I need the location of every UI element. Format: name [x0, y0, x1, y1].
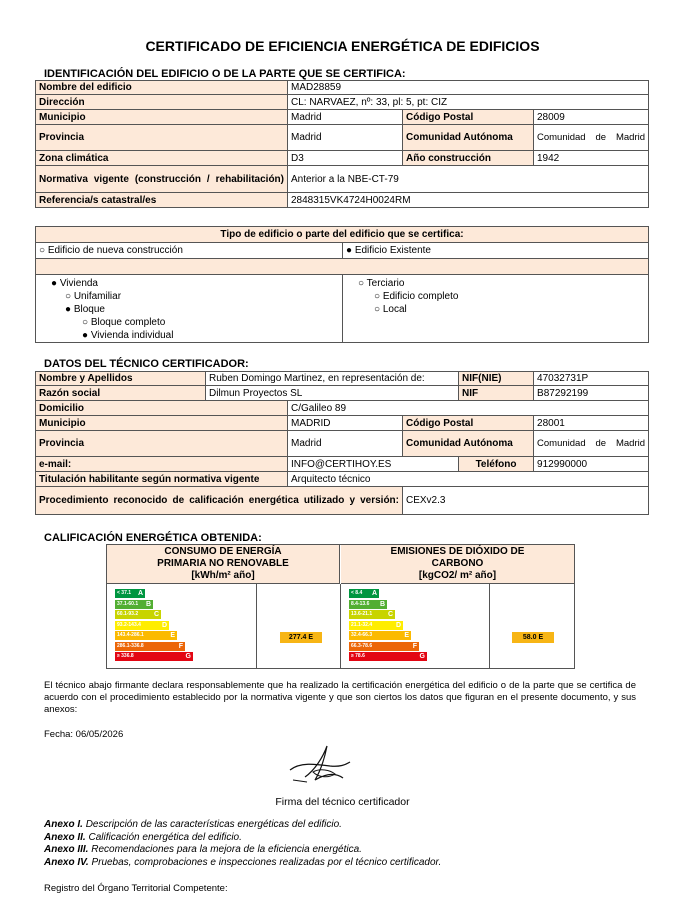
anexo-item: Anexo IV. Pruebas, comprobaciones e inspecciones realizadas por el técnico certificador. — [44, 856, 442, 868]
scale-letter: E — [170, 632, 175, 639]
tec-cp-label: Código Postal — [403, 416, 534, 431]
scale-bar-d — [115, 621, 169, 630]
scale-range: 143.4-286.1 — [117, 632, 144, 638]
consumo-header — [107, 545, 340, 584]
scale-letter: F — [178, 642, 183, 650]
scale-range: 66.3-78.6 — [351, 642, 373, 649]
firma-label: Firma del técnico certificador — [275, 796, 410, 808]
scale-bar-f — [349, 642, 419, 651]
scale-range: 8.4-13.6 — [351, 600, 370, 607]
nombre-edificio-value: MAD28859 — [288, 81, 649, 95]
scale-bar-a — [115, 589, 145, 598]
tipo-table — [35, 226, 649, 343]
consumo-scale — [115, 589, 255, 664]
tec-nifnie-value: 47032731P — [534, 372, 649, 386]
page-title: CERTIFICADO DE EFICIENCIA ENERGÉTICA DE EDIFICIOS — [145, 38, 540, 54]
tec-email-label: e-mail: — [36, 457, 288, 472]
tec-municipio-value: MADRID — [288, 416, 403, 431]
tec-proc-label: Procedimiento reconocido de calificación energética utilizado y versión: — [36, 487, 403, 515]
tipo-edificio-completo: ○ Edificio completo — [374, 291, 459, 302]
municipio-value: Madrid — [288, 110, 403, 125]
emis-unit: [kgCO2/ m² año] — [418, 570, 497, 581]
scale-bar-a — [349, 589, 379, 598]
tec-proc-value: CEXv2.3 — [403, 487, 649, 515]
scale-bar-g — [349, 652, 427, 661]
signature-image — [285, 742, 365, 787]
municipio-label: Municipio — [36, 110, 288, 125]
tipo-vivienda-cell — [36, 275, 343, 343]
scale-bar-e — [349, 631, 411, 640]
scale-letter: B — [379, 600, 385, 608]
scale-range: 286.1-336.8 — [117, 642, 144, 649]
tec-provincia-label: Provincia — [36, 431, 288, 457]
scale-range: 60.1-93.2 — [117, 611, 139, 617]
tecnico-heading: DATOS DEL TÉCNICO CERTIFICADOR: — [44, 358, 249, 370]
anexo-item: Anexo II. Calificación energética del edificio. — [44, 831, 242, 843]
scale-letter: F — [412, 642, 417, 650]
tipo-vivienda-individual: ● Vivienda individual — [82, 330, 174, 341]
scale-letter: C — [153, 611, 159, 618]
calificacion-box — [106, 544, 575, 669]
calificacion-heading: CALIFICACIÓN ENERGÉTICA OBTENIDA: — [44, 532, 262, 544]
tec-ca-value: Comunidad de Madrid — [534, 431, 649, 457]
tec-municipio-label: Municipio — [36, 416, 288, 431]
tipo-terciario: ○ Terciario — [358, 278, 405, 289]
scale-bar-f — [115, 642, 185, 651]
scale-range: ≥ 336.8 — [117, 653, 134, 659]
ca-value: Comunidad de Madrid — [534, 125, 649, 151]
anio-value: 1942 — [534, 151, 649, 166]
nombre-edificio-label: Nombre del edificio — [36, 81, 288, 95]
anexo-item: Anexo I. Descripción de las características energéticas del edificio. — [44, 819, 342, 830]
declaracion-text: El técnico abajo firmante declara responsablemente que ha realizado la certificación energética del edificio o de la parte que se certifica de acuerdo con el procedimiento establecido por la normativa vigente y que son ciertos los datos que figuran en el presente documento, y sus anexos: — [44, 680, 636, 715]
emisiones-rating-pointer: 58.0 E — [512, 632, 554, 643]
emisiones-scale — [349, 589, 489, 664]
tecnico-table — [35, 371, 649, 515]
tec-email-value: INFO@CERTIHOY.ES — [288, 457, 459, 472]
scale-letter: G — [419, 653, 425, 660]
scale-range: < 8.4 — [351, 590, 363, 596]
scale-bar-g — [115, 652, 193, 661]
scale-bar-b — [349, 600, 387, 609]
scale-letter: C — [387, 611, 393, 618]
scale-bar-e — [115, 631, 177, 640]
tec-nifnie-label: NIF(NIE) — [459, 372, 534, 386]
tipo-heading: Tipo de edificio o parte del edificio que se certifica: — [36, 227, 649, 243]
scale-range: 13.6-21.1 — [351, 611, 373, 617]
scale-letter: B — [145, 600, 151, 608]
tipo-bloque: ● Bloque — [65, 304, 105, 315]
ref-catastral-value: 2848315VK4724H0024RM — [288, 193, 649, 208]
anexo-item: Anexo III. Recomendaciones para la mejora de la eficiencia energética. — [44, 844, 362, 855]
tec-titulacion-value: Arquitecto técnico — [288, 472, 649, 487]
fecha: Fecha: 06/05/2026 — [44, 729, 124, 740]
direccion-label: Dirección — [36, 95, 288, 110]
tec-nif-value: B87292199 — [534, 386, 649, 401]
scale-range: < 37.1 — [117, 590, 132, 596]
tec-nif-label: NIF — [459, 386, 534, 401]
anio-label: Año construcción — [403, 151, 534, 166]
tec-nombre-label: Nombre y Apellidos — [36, 372, 206, 386]
consumo-unit: [kWh/m² año] — [191, 570, 255, 581]
scale-range: 21.1-32.4 — [351, 621, 373, 628]
tec-nombre-value: Ruben Domingo Martinez, en representación de: — [206, 372, 459, 386]
scale-letter: E — [404, 632, 409, 639]
scale-bar-c — [349, 610, 395, 619]
direccion-value: CL: NARVAEZ, nº: 33, pl: 5, pt: CIZ — [288, 95, 649, 110]
tec-titulacion-label: Titulación habilitante según normativa vigente — [36, 472, 288, 487]
emis-h1: EMISIONES DE DIÓXIDO DE — [390, 546, 525, 557]
provincia-value: Madrid — [288, 125, 403, 151]
scale-range: 32.4-66.3 — [351, 632, 373, 638]
zona-value: D3 — [288, 151, 403, 166]
tec-domicilio-value: C/Galileo 89 — [288, 401, 649, 416]
consumo-h1: CONSUMO DE ENERGÍA — [164, 546, 282, 557]
scale-letter: A — [137, 590, 143, 597]
cp-value: 28009 — [534, 110, 649, 125]
emisiones-header — [341, 545, 574, 584]
ca-label: Comunidad Autónoma — [403, 125, 534, 151]
scale-range: ≥ 78.6 — [351, 653, 365, 659]
ref-catastral-label: Referencia/s catastral/es — [36, 193, 288, 208]
emis-h2: CARBONO — [431, 558, 484, 569]
scale-bar-b — [115, 600, 153, 609]
consumo-rating-pointer: 277.4 E — [280, 632, 322, 643]
normativa-label: Normativa vigente (construcción / rehabilitación) — [36, 166, 288, 193]
tec-razon-value: Dilmun Proyectos SL — [206, 386, 459, 401]
ident-heading: IDENTIFICACIÓN DEL EDIFICIO O DE LA PARTE QUE SE CERTIFICA: — [44, 68, 406, 80]
tipo-bloque-completo: ○ Bloque completo — [82, 317, 166, 328]
scale-letter: G — [185, 653, 191, 660]
scale-range: 37.1-60.1 — [117, 600, 139, 607]
scale-range: 93.2-143.4 — [117, 621, 141, 628]
anexos-list — [44, 819, 441, 869]
tec-domicilio-label: Domicilio — [36, 401, 288, 416]
provincia-label: Provincia — [36, 125, 288, 151]
tec-ca-label: Comunidad Autónoma — [403, 431, 534, 457]
tec-provincia-value: Madrid — [288, 431, 403, 457]
scale-bar-c — [115, 610, 161, 619]
scale-letter: A — [371, 590, 377, 597]
cp-label: Código Postal — [403, 110, 534, 125]
tec-tel-value: 912990000 — [534, 457, 649, 472]
scale-letter: D — [395, 621, 401, 629]
tipo-vivienda: ● Vivienda — [51, 278, 98, 289]
tipo-local: ○ Local — [374, 304, 407, 315]
tec-tel-label: Teléfono — [459, 457, 534, 472]
zona-label: Zona climática — [36, 151, 288, 166]
tipo-nueva: ○ Edificio de nueva construcción — [36, 243, 343, 259]
ident-table — [35, 80, 649, 208]
consumo-h2: PRIMARIA NO RENOVABLE — [157, 558, 289, 569]
scale-bar-d — [349, 621, 403, 630]
tipo-unifamiliar: ○ Unifamiliar — [65, 291, 122, 302]
normativa-value: Anterior a la NBE-CT-79 — [288, 166, 649, 193]
scale-letter: D — [161, 621, 167, 629]
tec-cp-value: 28001 — [534, 416, 649, 431]
tipo-terciario-cell — [343, 275, 649, 343]
registro-label: Registro del Órgano Territorial Competente: — [44, 883, 228, 894]
tec-razon-label: Razón social — [36, 386, 206, 401]
tipo-existente: ● Edificio Existente — [343, 243, 649, 259]
